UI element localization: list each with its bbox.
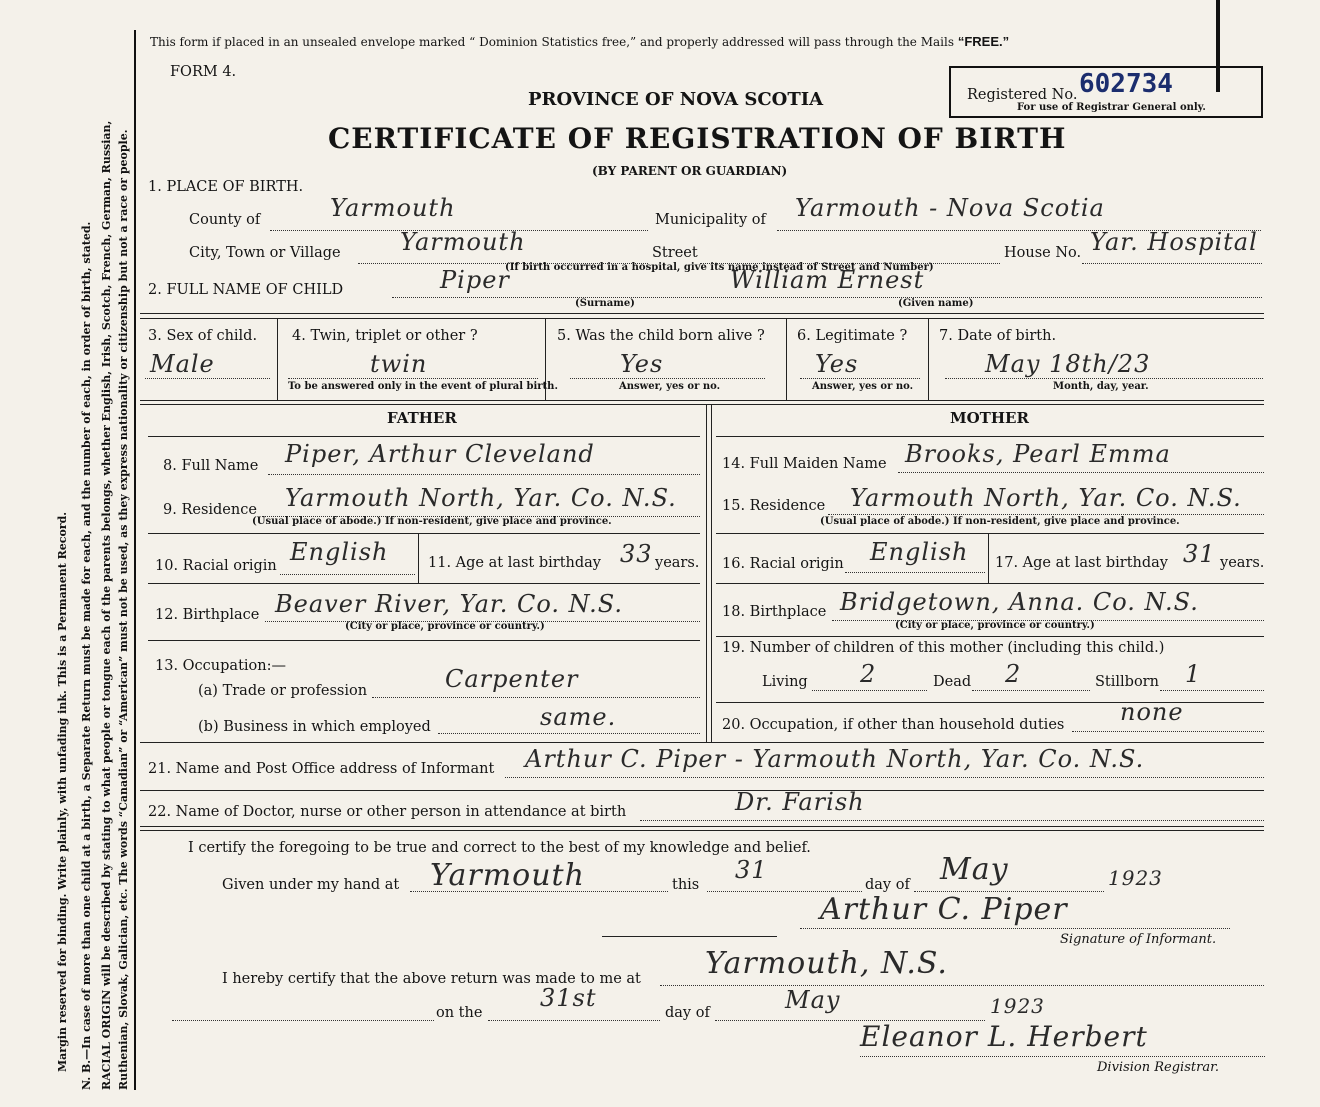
certificate-title: CERTIFICATE OF REGISTRATION OF BIRTH bbox=[328, 122, 1067, 155]
registrar-place-value: Yarmouth, N.S. bbox=[705, 946, 948, 981]
child-surname: Piper bbox=[440, 266, 510, 294]
house-line bbox=[1082, 263, 1262, 264]
trade-line bbox=[372, 697, 700, 698]
doctor-label: 22. Name of Doctor, nurse or other person in attendance at birth bbox=[148, 804, 627, 820]
mother-residence-note: (Usual place of abode.) If non-resident, give place and province. bbox=[820, 516, 1180, 527]
mother-name-label: 14. Full Maiden Name bbox=[722, 456, 887, 472]
father-birthplace-label: 12. Birthplace bbox=[155, 607, 260, 623]
doctor-value: Dr. Farish bbox=[735, 788, 865, 816]
mother-race-value: English bbox=[870, 538, 969, 566]
stillborn-value: 1 bbox=[1185, 660, 1202, 688]
street-label: Street bbox=[652, 245, 698, 261]
place-of-birth-label: 1. PLACE OF BIRTH. bbox=[148, 179, 304, 195]
rule-parents-bottom bbox=[140, 742, 1264, 743]
business-label: (b) Business in which employed bbox=[198, 719, 431, 735]
this-label: this bbox=[672, 877, 700, 893]
mother-years-label: years. bbox=[1220, 555, 1265, 571]
living-line bbox=[812, 690, 927, 691]
registrar-day-of-label: day of bbox=[665, 1005, 710, 1021]
doctor-line bbox=[640, 820, 1264, 821]
row3-divider-4 bbox=[928, 318, 929, 400]
alive-label: 5. Was the child born alive ? bbox=[557, 328, 765, 344]
alive-note: Answer, yes or no. bbox=[619, 381, 721, 392]
surname-note: (Surname) bbox=[575, 298, 635, 309]
father-age-label: 11. Age at last birthday bbox=[428, 555, 601, 571]
mother-rule-3 bbox=[716, 533, 1264, 534]
dob-value: May 18th/23 bbox=[985, 350, 1151, 378]
mother-residence-label: 15. Residence bbox=[722, 498, 826, 514]
sex-line bbox=[145, 378, 270, 379]
business-value: same. bbox=[540, 703, 617, 731]
mother-rule-4 bbox=[716, 583, 1264, 584]
house-value: Yar. Hospital bbox=[1090, 228, 1258, 256]
father-rule-3 bbox=[148, 533, 700, 534]
given-under-label: Given under my hand at bbox=[222, 877, 400, 893]
father-rule-5 bbox=[148, 640, 700, 641]
registrar-day-value: 31st bbox=[540, 984, 597, 1012]
mother-name-value: Brooks, Pearl Emma bbox=[905, 440, 1171, 468]
child-name-label: 2. FULL NAME OF CHILD bbox=[148, 282, 344, 298]
parents-divider-b bbox=[711, 404, 712, 742]
mother-birthplace-value: Bridgetown, Anna. Co. N.S. bbox=[840, 588, 1199, 616]
city-value: Yarmouth bbox=[400, 228, 526, 256]
father-birthplace-note: (City or place, province or country.) bbox=[345, 621, 545, 632]
legitimate-line bbox=[800, 378, 920, 379]
registrar-year-value: 1923 bbox=[990, 994, 1045, 1018]
business-line bbox=[438, 733, 700, 734]
registrar-pre-line bbox=[172, 1020, 434, 1021]
mother-heading: MOTHER bbox=[950, 409, 1029, 427]
registered-box bbox=[949, 66, 1263, 118]
father-years-label: years. bbox=[655, 555, 700, 571]
registered-label: Registered No. bbox=[967, 87, 1078, 103]
mother-residence-value: Yarmouth North, Yar. Co. N.S. bbox=[850, 484, 1242, 512]
stillborn-label: Stillborn bbox=[1095, 674, 1159, 690]
rule-22-b bbox=[140, 830, 1264, 831]
registrar-statement: I hereby certify that the above return was made to me at bbox=[222, 971, 641, 987]
rule-top-a bbox=[140, 313, 1264, 314]
margin-note-3: RACIAL ORIGIN will be described by stating to what people or tongue each of the parents belongs, whether English, Irish, Scotch, French, German, Russian, bbox=[100, 120, 113, 1090]
margin-note-4: Ruthenian, Slovak, Galician, etc. The words “Canadian” or “American” must not be used, as they express nationality or citizenship but not a race or people. bbox=[117, 129, 130, 1090]
twin-line bbox=[288, 378, 538, 379]
certify-year-value: 1923 bbox=[1108, 866, 1163, 890]
legitimate-label: 6. Legitimate ? bbox=[797, 328, 908, 344]
informant-line bbox=[505, 777, 1264, 778]
informant-signature-label: Signature of Informant. bbox=[1060, 932, 1217, 947]
trade-value: Carpenter bbox=[445, 665, 579, 693]
registrar-note: For use of Registrar General only. bbox=[1017, 102, 1206, 113]
registrar-signature: Eleanor L. Herbert bbox=[860, 1020, 1148, 1053]
mother-name-line bbox=[898, 472, 1264, 473]
mother-race-label: 16. Racial origin bbox=[722, 556, 844, 572]
certify-month-value: May bbox=[940, 852, 1009, 887]
informant-sig-left-line bbox=[602, 936, 777, 937]
margin-note-2: N. B.—In case of more than one child at a birth, a Separate Return must be made for each, and the number of each, in order of birth, stated. bbox=[80, 221, 93, 1090]
children-count-label: 19. Number of children of this mother (including this child.) bbox=[722, 640, 1165, 656]
postal-note-text: This form if placed in an unsealed envelope marked “ Dominion Statistics free,” and properly addressed will pass through the Mails bbox=[150, 35, 954, 49]
twin-value: twin bbox=[370, 350, 428, 378]
father-occupation-label: 13. Occupation:— bbox=[155, 658, 286, 674]
father-residence-label: 9. Residence bbox=[163, 502, 257, 518]
mother-residence-line bbox=[828, 514, 1264, 515]
father-rule-4 bbox=[148, 583, 700, 584]
mother-rule-5 bbox=[716, 636, 1264, 637]
registrar-sig-line bbox=[860, 1056, 1265, 1057]
alive-value: Yes bbox=[620, 350, 664, 378]
given-place-value: Yarmouth bbox=[430, 858, 585, 893]
municipality-value: Yarmouth - Nova Scotia bbox=[795, 194, 1105, 222]
alive-line bbox=[570, 378, 765, 379]
mother-birthplace-label: 18. Birthplace bbox=[722, 604, 827, 620]
legitimate-note: Answer, yes or no. bbox=[812, 381, 914, 392]
father-residence-note: (Usual place of abode.) If non-resident, give place and province. bbox=[252, 516, 612, 527]
dob-label: 7. Date of birth. bbox=[939, 328, 1057, 344]
certify-day-value: 31 bbox=[735, 856, 768, 884]
rule-row3-a bbox=[140, 400, 1264, 401]
rule-row3-b bbox=[140, 404, 1264, 405]
trade-label: (a) Trade or profession bbox=[198, 683, 368, 699]
given-name-note: (Given name) bbox=[898, 298, 974, 309]
dob-line bbox=[945, 378, 1263, 379]
dead-line bbox=[972, 690, 1090, 691]
dead-label: Dead bbox=[933, 674, 972, 690]
father-name-label: 8. Full Name bbox=[163, 458, 259, 474]
mother-birthplace-note: (City or place, province or country.) bbox=[895, 620, 1095, 631]
informant-value: Arthur C. Piper - Yarmouth North, Yar. Co. N.S. bbox=[525, 745, 1145, 773]
father-age-value: 33 bbox=[620, 540, 653, 568]
registrar-signature-label: Division Registrar. bbox=[1097, 1060, 1219, 1075]
mother-age-value: 31 bbox=[1183, 540, 1216, 568]
mother-occupation-value: none bbox=[1120, 698, 1184, 726]
city-label: City, Town or Village bbox=[189, 245, 341, 261]
street-note: (If birth occurred in a hospital, give its name instead of Street and Number) bbox=[505, 262, 934, 273]
parents-divider-a bbox=[706, 404, 707, 742]
registrar-place-line bbox=[660, 985, 1264, 986]
father-name-value: Piper, Arthur Cleveland bbox=[285, 440, 595, 468]
mother-occupation-line bbox=[1072, 731, 1264, 732]
mother-race-divider bbox=[988, 533, 989, 583]
informant-sig-line bbox=[800, 928, 1230, 929]
legitimate-value: Yes bbox=[815, 350, 859, 378]
certificate-subtitle: (BY PARENT OR GUARDIAN) bbox=[592, 164, 788, 178]
dob-note: Month, day, year. bbox=[1053, 381, 1149, 392]
province-heading: PROVINCE OF NOVA SCOTIA bbox=[528, 89, 824, 110]
registrar-on-the-label: on the bbox=[436, 1005, 483, 1021]
county-value: Yarmouth bbox=[330, 194, 456, 222]
father-race-value: English bbox=[290, 538, 389, 566]
mother-heading-rule bbox=[716, 436, 1264, 437]
row3-divider-1 bbox=[277, 318, 278, 400]
postal-note bbox=[150, 34, 1009, 49]
father-residence-value: Yarmouth North, Yar. Co. N.S. bbox=[285, 484, 677, 512]
certify-day-of-label: day of bbox=[865, 877, 910, 893]
informant-label: 21. Name and Post Office address of Informant bbox=[148, 761, 495, 777]
registrar-month-value: May bbox=[785, 986, 841, 1014]
stillborn-line bbox=[1160, 690, 1264, 691]
certify-statement: I certify the foregoing to be true and correct to the best of my knowledge and belief. bbox=[188, 840, 811, 856]
mother-age-label: 17. Age at last birthday bbox=[995, 555, 1168, 571]
child-name-line bbox=[392, 297, 1262, 298]
rule-22-a bbox=[140, 826, 1264, 827]
father-birthplace-value: Beaver River, Yar. Co. N.S. bbox=[275, 590, 623, 618]
father-heading: FATHER bbox=[387, 409, 457, 427]
dead-value: 2 bbox=[1005, 660, 1022, 688]
mother-occupation-label: 20. Occupation, if other than household duties bbox=[722, 717, 1065, 733]
twin-note: To be answered only in the event of plural birth. bbox=[288, 381, 558, 392]
margin-note-1: Margin reserved for binding. Write plainly, with unfading ink. This is a Permanent Record. bbox=[56, 511, 69, 1072]
sex-label: 3. Sex of child. bbox=[148, 328, 258, 344]
father-race-line bbox=[280, 574, 415, 575]
registered-number: 602734 bbox=[1079, 69, 1173, 99]
child-given-name: William Ernest bbox=[730, 266, 925, 294]
rule-top-b bbox=[140, 318, 1264, 319]
municipality-label: Municipality of bbox=[655, 212, 766, 228]
father-race-divider bbox=[418, 533, 419, 583]
living-label: Living bbox=[762, 674, 808, 690]
rule-21 bbox=[140, 790, 1264, 791]
row3-divider-3 bbox=[786, 318, 787, 400]
registrar-day-line bbox=[488, 1020, 660, 1021]
house-label: House No. bbox=[1004, 245, 1082, 261]
postal-free: “FREE.” bbox=[957, 34, 1010, 49]
father-name-line bbox=[268, 474, 700, 475]
margin-border bbox=[134, 30, 136, 1090]
father-race-label: 10. Racial origin bbox=[155, 558, 277, 574]
county-label: County of bbox=[189, 212, 261, 228]
mother-race-line bbox=[845, 572, 985, 573]
living-value: 2 bbox=[860, 660, 877, 688]
informant-signature: Arthur C. Piper bbox=[820, 892, 1068, 927]
sex-value: Male bbox=[150, 350, 215, 378]
twin-label: 4. Twin, triplet or other ? bbox=[292, 328, 478, 344]
form-number: FORM 4. bbox=[170, 64, 237, 80]
father-heading-rule bbox=[148, 436, 700, 437]
